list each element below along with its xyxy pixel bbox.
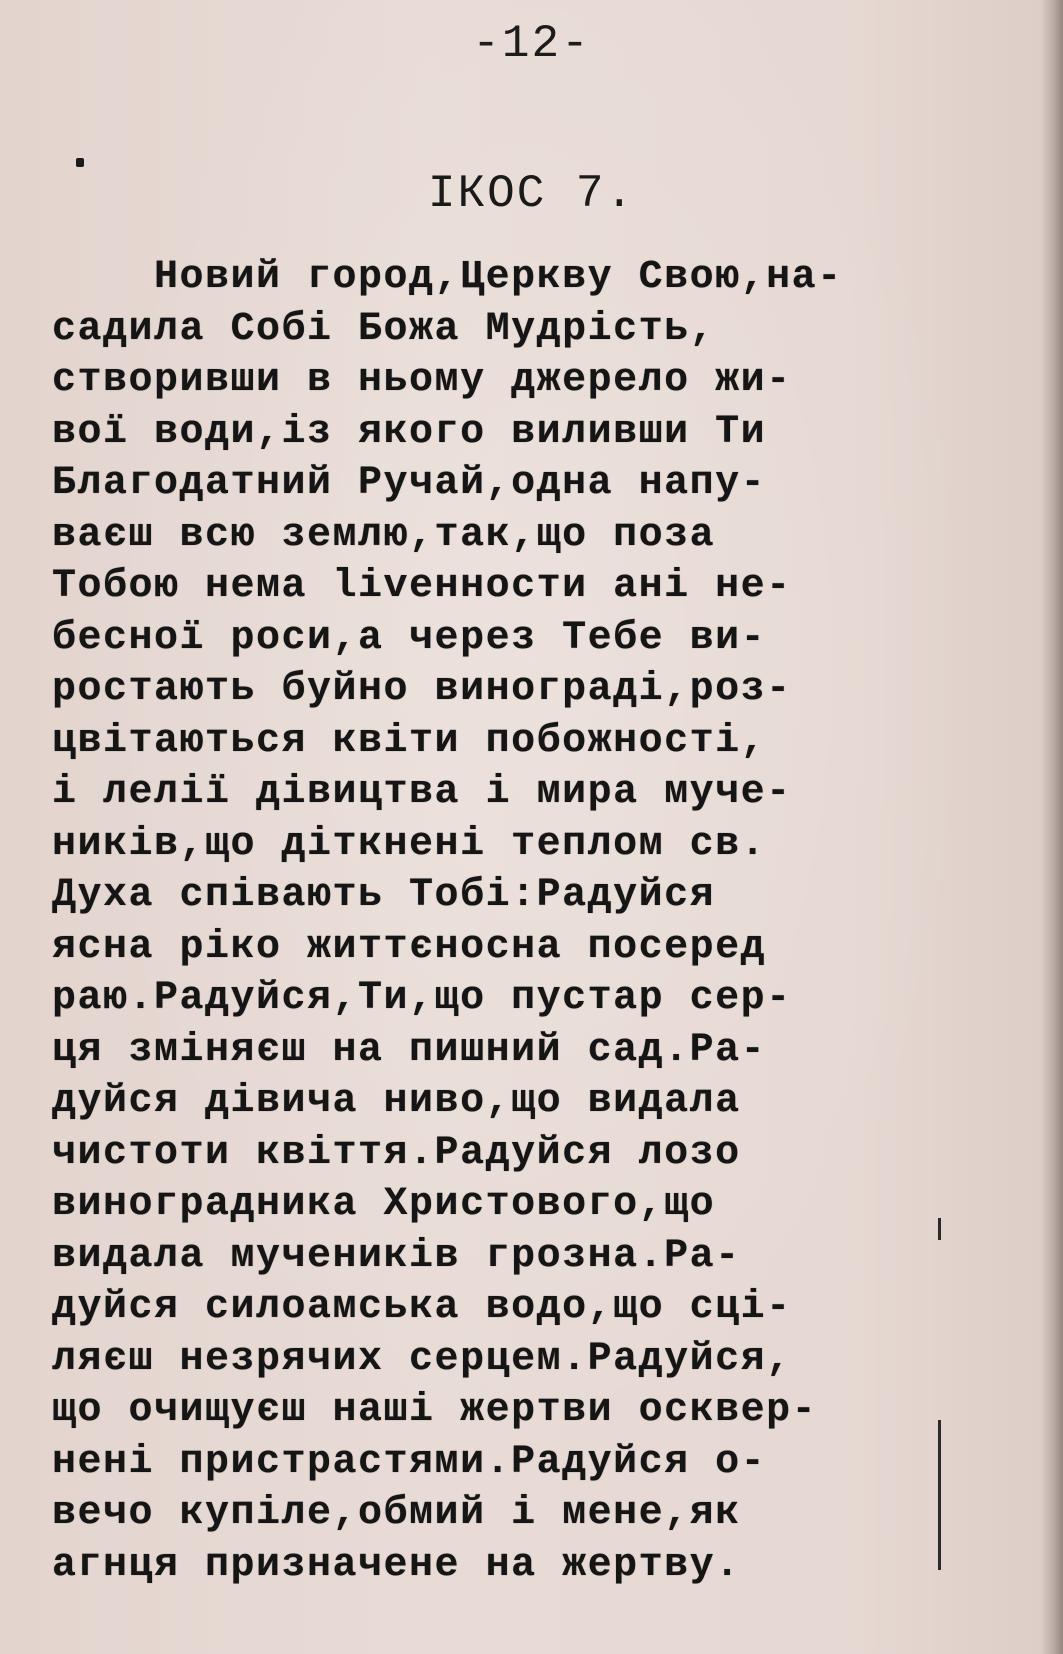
text-line: раю.Радуйся,Ти,що пустар сер- xyxy=(52,976,792,1021)
text-line: Духа співають Тобі:Радуйся xyxy=(52,873,716,918)
ink-dot xyxy=(76,158,84,167)
text-line: чистоти квіття.Радуйся лозо xyxy=(52,1130,741,1176)
text-line: вої води,із якого виливши Ти xyxy=(52,409,767,455)
margin-mark xyxy=(938,1218,941,1240)
text-line: ваєш всю землю,так,що поза xyxy=(52,512,716,558)
text-line: і лелії дівицтва і мира муче- xyxy=(52,770,792,815)
text-line: Благодатний Ручай,одна напу- xyxy=(52,461,767,506)
text-line: ників,що діткнені теплом св. xyxy=(52,821,767,867)
text-line: виноградника Христового,що xyxy=(52,1182,716,1227)
text-line: створивши в ньому джерело жи- xyxy=(52,358,792,403)
text-line: нені пристрастями.Радуйся о- xyxy=(52,1439,767,1485)
text-line: дуйся силоамська водо,що сці- xyxy=(52,1285,792,1330)
text-line: що очищуєш наші жертви осквер- xyxy=(52,1388,818,1433)
text-line: Новий город,Церкву Свою,на- xyxy=(52,255,843,300)
text-line: садила Собі Божа Мудрість, xyxy=(52,306,716,352)
body-text xyxy=(52,252,1012,1591)
text-line: ясна ріко життєносна посеред xyxy=(52,924,767,970)
text-line: бесної роси,а через Тебе ви- xyxy=(52,615,767,661)
text-line: ця зміняєш на пишний сад.Ра- xyxy=(52,1027,767,1073)
text-line: агнця призначене на жертву. xyxy=(52,1542,741,1588)
text-line: ростають буйно винограді,роз- xyxy=(52,667,792,712)
page-edge-shadow xyxy=(1041,0,1063,1654)
text-line: видала мучеників грозна.Ра- xyxy=(52,1233,741,1279)
text-line: дуйся дівича ниво,що видала xyxy=(52,1079,741,1124)
text-line: цвітаються квіти побожності, xyxy=(52,718,767,764)
page-number: -12- xyxy=(472,18,591,70)
text-line: Тобою нема livенности ані не- xyxy=(52,564,792,609)
text-line: ляєш незрячих серцем.Радуйся, xyxy=(52,1336,792,1382)
text-line: вечо купіле,обмий і мене,як xyxy=(52,1491,741,1536)
margin-mark xyxy=(938,1420,941,1570)
section-heading: ІКОС 7. xyxy=(427,168,636,220)
